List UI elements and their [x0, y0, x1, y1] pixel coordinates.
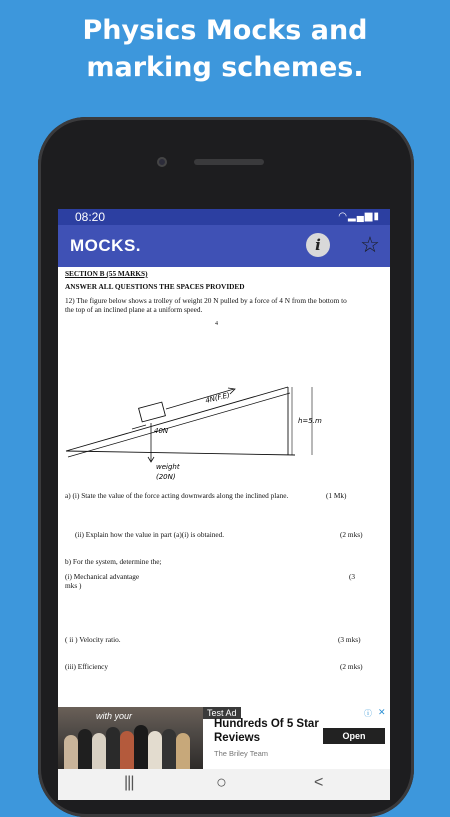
question-a-ii: (ii) Explain how the value in part (a)(i) is obtained. — [75, 530, 225, 539]
question-12-line-1: 12) The figure below shows a trolley of weight 20 N pulled by a force of 4 N from the bottom to — [65, 296, 347, 305]
phone-screen — [58, 209, 390, 800]
status-time: 08:20 — [75, 210, 106, 224]
app-title: MOCKS. — [70, 236, 141, 255]
info-button[interactable] — [306, 233, 330, 257]
exam-document — [58, 267, 390, 707]
ad-person — [134, 725, 148, 769]
ad-person — [64, 735, 78, 769]
ad-image[interactable] — [58, 707, 203, 769]
info-icon: i — [315, 236, 321, 254]
ad-close-icon[interactable]: ✕ — [378, 707, 386, 717]
ad-person — [78, 729, 92, 769]
back-icon[interactable]: < — [314, 774, 324, 791]
ad-headline[interactable]: Hundreds Of 5 Star Reviews — [214, 718, 319, 744]
favorite-button[interactable] — [355, 230, 385, 260]
question-a-ii-marks: (2 mks) — [340, 530, 363, 539]
force-label: 4N(F.E) — [204, 391, 231, 405]
question-a-i: a) (i) State the value of the force acting downwards along the inclined plane. — [65, 491, 289, 500]
ad-person — [120, 731, 134, 769]
friction-label: 40N — [154, 427, 169, 435]
ad-advertiser: The Briley Team — [214, 749, 269, 758]
question-b: b) For the system, determine the; — [65, 557, 162, 566]
battery-icon: ▮ — [373, 211, 380, 222]
question-b-i-marks-cont: mks ) — [65, 581, 82, 590]
ad-person — [106, 727, 120, 769]
wifi-icon: ◠ — [338, 211, 349, 222]
height-label: h=5.m — [298, 417, 322, 425]
home-icon[interactable]: ○ — [216, 772, 227, 792]
question-b-i-marks: (3 — [349, 572, 356, 581]
weight-label: weight — [156, 463, 180, 471]
ad-choices-icon[interactable]: ⓘ — [364, 709, 372, 718]
question-b-iii-marks: (2 mks) — [340, 662, 363, 671]
recent-apps-icon[interactable]: ||| — [124, 774, 134, 791]
promo-line-1: Physics Mocks and — [82, 15, 368, 46]
app-bar — [58, 225, 390, 267]
signal-icon: ▂▄▆ — [348, 211, 374, 222]
question-b-ii: ( ii ) Velocity ratio. — [65, 635, 121, 644]
question-b-iii: (iii) Efficiency — [65, 662, 109, 671]
question-12-line-2: the top of an inclined plane at a uniform speed. — [65, 305, 203, 314]
phone-earpiece — [194, 159, 264, 165]
ad-person — [148, 731, 162, 769]
system-nav-bar — [58, 769, 390, 800]
question-b-ii-marks: (3 mks) — [338, 635, 361, 644]
instruction-text: ANSWER ALL QUESTIONS THE SPACES PROVIDED — [65, 282, 245, 291]
weight-value-label: (20N) — [156, 473, 176, 481]
ad-banner[interactable] — [58, 707, 390, 769]
ad-person — [92, 733, 106, 769]
ad-open-button[interactable]: Open — [323, 728, 385, 744]
question-b-i: (i) Mechanical advantage — [65, 572, 140, 581]
status-icons — [338, 211, 380, 222]
question-a-i-marks: (1 Mk) — [326, 491, 347, 500]
status-bar — [58, 209, 390, 225]
star-icon: ☆ — [360, 232, 380, 257]
test-ad-badge: Test Ad — [203, 707, 241, 719]
page-number: 4 — [215, 321, 218, 327]
ad-person — [176, 733, 190, 769]
section-heading: SECTION B (55 MARKS) — [65, 269, 148, 278]
ad-person — [162, 729, 176, 769]
ad-image-text: with your — [96, 711, 133, 721]
promo-line-2: marking schemes. — [86, 52, 364, 83]
front-camera — [157, 157, 167, 167]
inclined-plane-diagram — [58, 375, 390, 485]
promo-caption — [0, 12, 450, 86]
